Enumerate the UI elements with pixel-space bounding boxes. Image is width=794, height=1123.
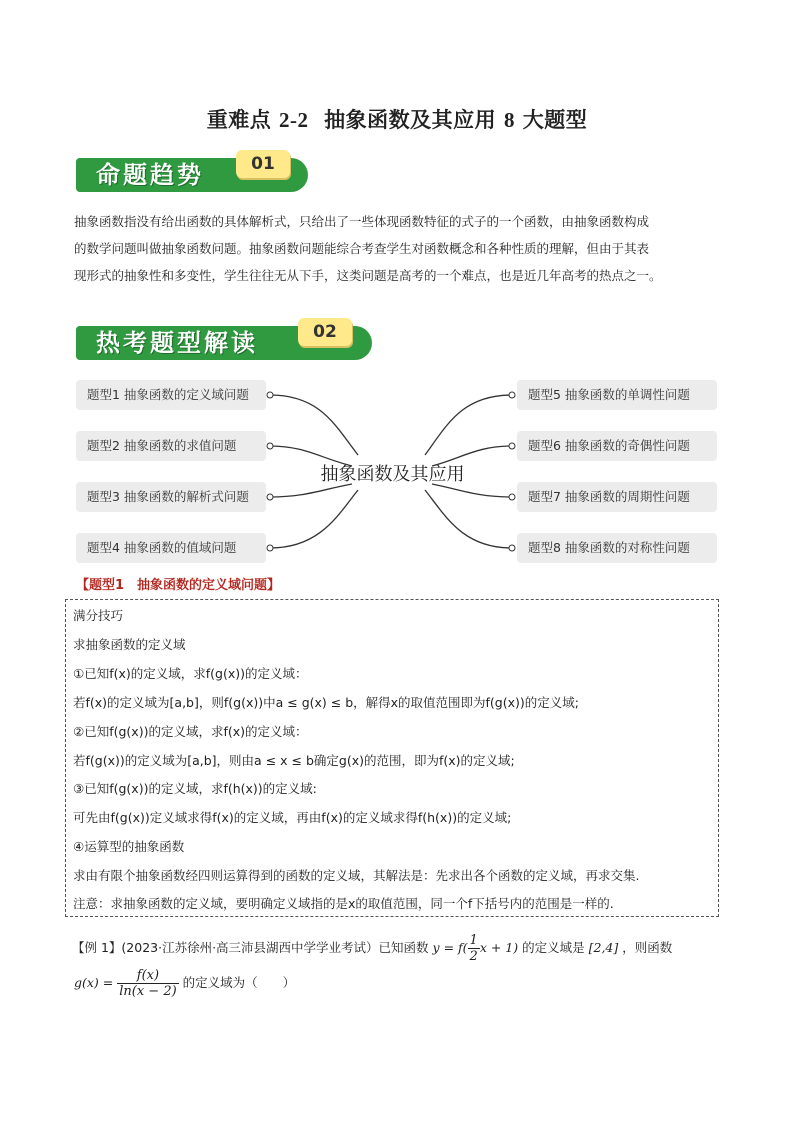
example-1: 【例 1】(2023·江苏徐州·高三沛县湖西中学学业考试）已知函数 y = f( $\frac{1}{2}$ x + 1) 的定义域是 [2,4] ，则函数 [72, 933, 673, 964]
tip-line: ④运算型的抽象函数 [73, 839, 185, 854]
example-mid: 的定义域是 [522, 940, 585, 955]
example-1-line2 [74, 968, 295, 999]
section-heading: 热考题型解读 [96, 328, 258, 357]
example-prefix: 【例 1】(2023·江苏徐州·高三沛县湖西中学学业考试）已知函数 [72, 940, 429, 955]
mindmap-item: 题型2 抽象函数的求值问题 [76, 431, 266, 461]
intro-line: 抽象函数指没有给出函数的具体解析式，只给出了一些体现函数特征的式子的一个函数，由抽象函数构成 [74, 214, 650, 229]
section-number: 02 [298, 318, 352, 346]
example-interval: [2,4] [588, 940, 619, 955]
section-number: 01 [236, 150, 290, 178]
mindmap-item: 题型6 抽象函数的奇偶性问题 [517, 431, 717, 461]
example-g-formula: g(x) = [74, 975, 118, 990]
tip-line: ②已知f(g(x))的定义域，求f(x)的定义域： [73, 724, 308, 739]
example-line2-end: 的定义域为（ ） [182, 975, 296, 990]
tip-line: 若f(g(x))的定义域为[a,b]，则由a ≤ x ≤ b确定g(x)的范围，即为f(x)的定义域; [73, 753, 515, 768]
tip-line: 满分技巧 [73, 608, 124, 623]
section-heading: 命题趋势 [96, 160, 204, 189]
mindmap-item: 题型3 抽象函数的解析式问题 [76, 482, 266, 512]
intro-line: 的数学问题叫做抽象函数问题。抽象函数问题能综合考查学生对函数概念和各种性质的理解，但由于其表 [74, 241, 650, 256]
fraction-half: $\frac{1}{2}$ [469, 933, 478, 964]
example-suffix: ，则函数 [622, 940, 673, 955]
type1-heading: 【题型1 抽象函数的定义域问题】 [76, 578, 281, 593]
mindmap-item: 题型5 抽象函数的单调性问题 [517, 380, 717, 410]
mindmap-item: 题型4 抽象函数的值域问题 [76, 533, 266, 563]
mindmap-item: 题型7 抽象函数的周期性问题 [517, 482, 717, 512]
fraction-g: $\frac{f(x)}{\ln(x - 2)}$ [119, 968, 177, 999]
intro-line: 现形式的抽象性和多变性，学生往往无从下手，这类问题是高考的一个难点，也是近几年高考的热点之一。 [74, 268, 662, 283]
mindmap-center: 抽象函数及其应用 [320, 464, 465, 485]
tip-line: 求抽象函数的定义域 [73, 637, 186, 652]
page-title: 重难点 2-2 抽象函数及其应用 8 大题型 [206, 108, 588, 132]
tip-line: 注意：求抽象函数的定义域，要明确定义域指的是x的取值范围，同一个f下括号内的范围是一样的. [73, 896, 614, 911]
tip-line: 求由有限个抽象函数经四则运算得到的函数的定义域，其解法是：先求出各个函数的定义域，再求交集. [73, 868, 640, 883]
tip-line: 若f(x)的定义域为[a,b]，则f(g(x))中a ≤ g(x) ≤ b，解得x的取值范围即为f(g(x))的定义域; [73, 695, 579, 710]
mindmap-item: 题型1 抽象函数的定义域问题 [76, 380, 266, 410]
tip-line: 可先由f(g(x))定义域求得f(x)的定义域，再由f(x)的定义域求得f(h(x))的定义域; [73, 810, 512, 825]
tip-line: ①已知f(x)的定义域，求f(g(x))的定义域： [73, 666, 308, 681]
mindmap-item: 题型8 抽象函数的对称性问题 [517, 533, 717, 563]
example-formula: y = f( [432, 940, 468, 955]
tip-line: ③已知f(g(x))的定义域，求f(h(x))的定义域: [73, 781, 317, 796]
